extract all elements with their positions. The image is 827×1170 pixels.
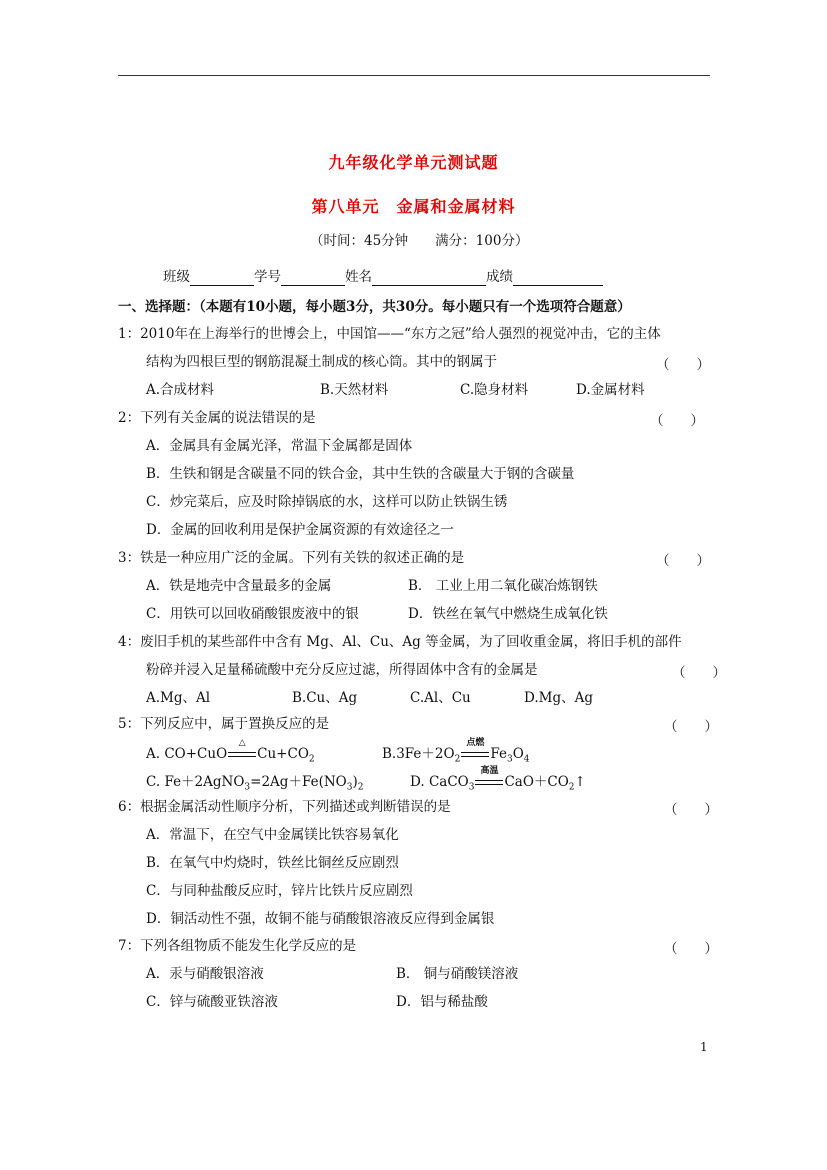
q2-answer-paren[interactable]: （ ） [650,413,704,429]
q1-option-d: D.金属材料 [576,382,645,398]
gas-arrow-icon: ↑ [574,774,586,790]
q6-option-b: B．在氧气中灼烧时，铁丝比铜丝反应剧烈 [146,855,399,871]
q5d-reaction-arrow: 高温 [475,778,503,788]
q7-option-d: D．铝与稀盐酸 [396,994,488,1010]
q5a-reaction-arrow: △ [228,750,256,760]
student-info-row [163,268,603,286]
q4-answer-paren[interactable]: （ ） [672,665,726,681]
q4-option-d: D.Mg、Ag [524,690,593,706]
q2-option-c: C．炒完菜后，应及时除掉锅底的水，这样可以防止铁锅生锈 [146,494,508,510]
q1-option-c: C.隐身材料 [460,382,529,398]
score-blank[interactable] [513,271,603,286]
class-blank[interactable] [190,271,254,286]
q1-stem-line1: 1：2010年在上海举行的世博会上，中国馆——“东方之冠”给人强烈的视觉冲击，它的主体 [118,326,661,342]
q6-stem: 6：根据金属活动性顺序分析，下列描述或判断错误的是 [118,799,451,815]
page-title: 九年级化学单元测试题 [328,153,499,172]
q6-option-a: A．常温下，在空气中金属镁比铁容易氧化 [146,827,399,843]
page-subtitle: 第八单元 金属和金属材料 [311,197,516,216]
name-label: 姓名 [345,269,372,285]
q3-option-a: A．铁是地壳中含量最多的金属 [146,578,332,594]
q7-option-c: C．锌与硫酸亚铁溶液 [146,994,278,1010]
q4-option-c: C.Al、Cu [410,690,471,706]
q6-option-d: D．铜活动性不强，故铜不能与硝酸银溶液反应得到金属银 [146,911,495,927]
q4-stem-line1: 4：废旧手机的某些部件中含有 Mg、Al、Cu、Ag 等金属，为了回收重金属，将旧手机的部件 [118,634,682,650]
q1-answer-paren[interactable]: （ ） [656,357,710,373]
q7-option-b: B． 铜与硝酸镁溶液 [396,966,519,982]
q2-option-d: D．金属的回收利用是保护金属资源的有效途径之一 [146,522,454,538]
page-number: 1 [700,1040,708,1054]
q5-option-d: D. CaCO$_3$ 高温 $CaO+CO_2↑$ [410,765,586,793]
q5-stem: 5：下列反应中，属于置换反应的是 [118,716,330,732]
student-id-label: 学号 [254,269,281,285]
q2-option-a: A．金属具有金属光泽，常温下金属都是固体 [146,438,413,454]
q3-option-c: C．用铁可以回收硝酸银废液中的银 [146,606,359,622]
q3-answer-paren[interactable]: （ ） [656,553,710,569]
q1-option-b: B.天然材料 [320,382,389,398]
time-info: （时间：45分钟 满分：100分） [310,233,529,249]
q4-option-b: B.Cu、Ag [292,690,358,706]
q3-option-d: D．铁丝在氧气中燃烧生成氧化铁 [408,606,608,622]
q5-option-b: $B.3Fe+2O_2$ 点燃 $Fe_3O_4$ [382,737,530,765]
class-label: 班级 [163,269,190,285]
q2-option-b: B．生铁和钢是含碳量不同的铁合金，其中生铁的含碳量大于钢的含碳量 [146,466,575,482]
q6-option-c: C．与同种盐酸反应时，锌片比铁片反应剧烈 [146,883,413,899]
header-rule [118,75,710,76]
q5b-reaction-arrow: 点燃 [461,750,489,760]
student-id-blank[interactable] [281,271,345,286]
q3-option-b: B． 工业上用二氧化碳冶炼钢铁 [408,578,598,594]
q7-option-a: A．汞与硝酸银溶液 [146,966,264,982]
q5-option-a: A. CO+CuO △ $Cu+CO_2$ [146,737,315,765]
q1-option-a: A.合成材料 [146,382,215,398]
section-heading: 一、选择题：（本题有10小题，每小题3分，共30分。每小题只有一个选项符合题意） [118,299,631,315]
q5-option-c: C. $Fe+2AgNO_3=2Ag+Fe(NO_3)_2$ [146,774,364,793]
q7-answer-paren[interactable]: （ ） [664,941,718,957]
q4-stem-line2: 粉碎并浸入足量稀硫酸中充分反应过滤，所得固体中含有的金属是 [146,662,538,678]
q4-option-a: A.Mg、Al [146,690,211,706]
q2-stem: 2：下列有关金属的说法错误的是 [118,410,316,426]
q7-stem: 7：下列各组物质不能发生化学反应的是 [118,938,357,954]
q6-answer-paren[interactable]: （ ） [664,802,718,818]
name-blank[interactable] [372,271,486,286]
q3-stem: 3：铁是一种应用广泛的金属。下列有关铁的叙述正确的是 [118,550,465,566]
q5-answer-paren[interactable]: （ ） [664,719,718,735]
q1-stem-line2: 结构为四根巨型的钢筋混凝土制成的核心筒。其中的钢属于 [146,354,497,370]
score-label: 成绩 [486,269,513,285]
